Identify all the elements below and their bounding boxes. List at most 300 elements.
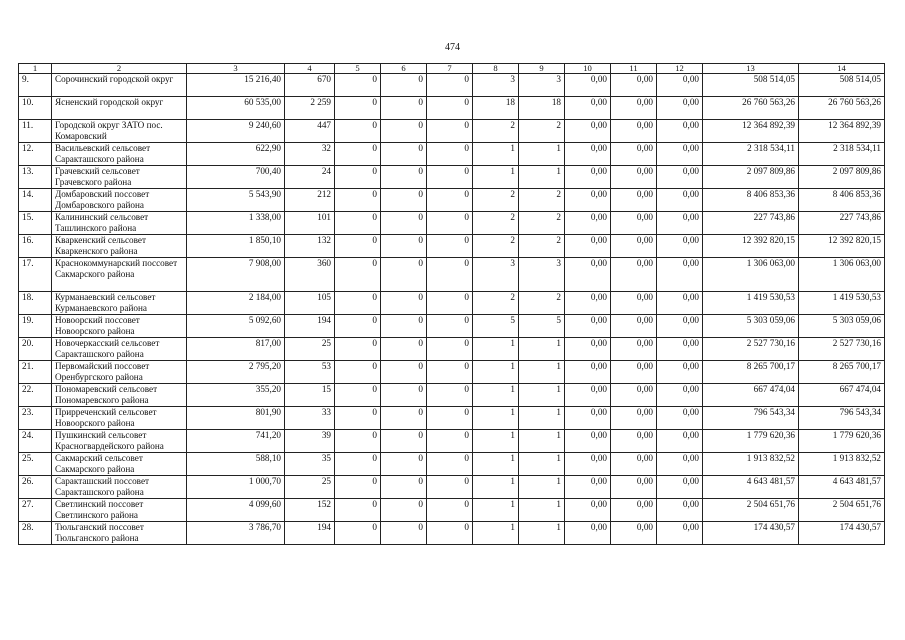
table-cell: 2 527 730,16 <box>799 338 885 361</box>
table-cell: 0,00 <box>657 384 703 407</box>
table-cell: 0,00 <box>565 430 611 453</box>
table-cell: 0,00 <box>565 453 611 476</box>
table-cell: 0 <box>381 315 427 338</box>
table-row <box>19 97 885 120</box>
row-name: Грачевский сельсовет Грачевского района <box>52 166 187 189</box>
table-cell: 2 <box>519 189 565 212</box>
table-cell: 667 474,04 <box>703 384 799 407</box>
row-name: Курманаевский сельсовет Курманаевского района <box>52 292 187 315</box>
row-index: 25. <box>19 453 52 476</box>
table-cell: 5 303 059,06 <box>799 315 885 338</box>
table-cell: 0,00 <box>565 74 611 97</box>
table-cell: 39 <box>285 430 335 453</box>
row-name: Домбаровский поссовет Домбаровского района <box>52 189 187 212</box>
table-cell: 0 <box>427 120 473 143</box>
table-cell: 508 514,05 <box>799 74 885 97</box>
row-name: Ясненский городской округ <box>52 97 187 120</box>
table-cell: 2 <box>519 120 565 143</box>
table-cell: 0 <box>427 258 473 292</box>
table-cell: 355,20 <box>187 384 285 407</box>
column-header-9: 9 <box>519 64 565 74</box>
table-cell: 3 <box>473 258 519 292</box>
table-cell: 12 392 820,15 <box>703 235 799 258</box>
row-index: 24. <box>19 430 52 453</box>
table-cell: 801,90 <box>187 407 285 430</box>
table-cell: 227 743,86 <box>703 212 799 235</box>
table-cell: 3 <box>519 258 565 292</box>
table-cell: 0 <box>427 499 473 522</box>
table-cell: 33 <box>285 407 335 430</box>
row-name: Сорочинский городской округ <box>52 74 187 97</box>
table-cell: 796 543,34 <box>799 407 885 430</box>
table-cell: 2 318 534,11 <box>703 143 799 166</box>
table-cell: 0 <box>427 74 473 97</box>
table-cell: 0,00 <box>611 235 657 258</box>
table-cell: 2 097 809,86 <box>703 166 799 189</box>
table-cell: 2 527 730,16 <box>703 338 799 361</box>
table-cell: 8 406 853,36 <box>799 189 885 212</box>
table-cell: 1 <box>473 338 519 361</box>
table-cell: 1 <box>519 499 565 522</box>
table-cell: 0 <box>381 120 427 143</box>
table-cell: 1 <box>519 522 565 545</box>
table-cell: 132 <box>285 235 335 258</box>
table-cell: 508 514,05 <box>703 74 799 97</box>
row-index: 20. <box>19 338 52 361</box>
table-cell: 0 <box>335 235 381 258</box>
table-cell: 0 <box>335 384 381 407</box>
table-cell: 0 <box>427 338 473 361</box>
table-cell: 0 <box>381 189 427 212</box>
table-cell: 2 <box>519 235 565 258</box>
table-cell: 0 <box>381 361 427 384</box>
column-header-3: 3 <box>187 64 285 74</box>
table-cell: 2 <box>473 235 519 258</box>
row-name: Васильевский сельсовет Саракташского района <box>52 143 187 166</box>
table-cell: 0,00 <box>657 499 703 522</box>
table-cell: 0 <box>335 430 381 453</box>
table-cell: 5 <box>473 315 519 338</box>
table-cell: 0 <box>427 430 473 453</box>
table-cell: 0,00 <box>565 407 611 430</box>
table-cell: 1 <box>473 499 519 522</box>
table-cell: 700,40 <box>187 166 285 189</box>
table-cell: 32 <box>285 143 335 166</box>
table-cell: 0 <box>427 189 473 212</box>
table-cell: 0 <box>381 476 427 499</box>
table-cell: 12 364 892,39 <box>703 120 799 143</box>
table-cell: 0 <box>335 74 381 97</box>
table-cell: 0 <box>427 166 473 189</box>
table-cell: 0,00 <box>565 499 611 522</box>
column-header-6: 6 <box>381 64 427 74</box>
table-cell: 0,00 <box>565 166 611 189</box>
table-cell: 0,00 <box>611 384 657 407</box>
row-index: 9. <box>19 74 52 97</box>
table-cell: 0,00 <box>611 166 657 189</box>
table-cell: 0,00 <box>611 74 657 97</box>
row-name: Саракташский поссовет Саракташского района <box>52 476 187 499</box>
table-cell: 0,00 <box>611 97 657 120</box>
table-cell: 0,00 <box>657 361 703 384</box>
table-cell: 0,00 <box>565 476 611 499</box>
row-index: 14. <box>19 189 52 212</box>
table-cell: 0 <box>335 361 381 384</box>
table-row <box>19 74 885 97</box>
table-cell: 0 <box>381 499 427 522</box>
table-cell: 0,00 <box>611 476 657 499</box>
table-row <box>19 407 885 430</box>
table-cell: 18 <box>473 97 519 120</box>
table-cell: 105 <box>285 292 335 315</box>
table-cell: 5 <box>519 315 565 338</box>
table-cell: 0 <box>335 292 381 315</box>
column-header-8: 8 <box>473 64 519 74</box>
table-cell: 0 <box>335 338 381 361</box>
table-cell: 0,00 <box>565 338 611 361</box>
table-cell: 0 <box>427 315 473 338</box>
table-row <box>19 143 885 166</box>
table-cell: 667 474,04 <box>799 384 885 407</box>
table-cell: 0,00 <box>657 120 703 143</box>
row-index: 26. <box>19 476 52 499</box>
table-cell: 0,00 <box>611 258 657 292</box>
table-cell: 0 <box>335 453 381 476</box>
row-index: 11. <box>19 120 52 143</box>
table-cell: 0,00 <box>565 361 611 384</box>
table-cell: 1 419 530,53 <box>703 292 799 315</box>
table-cell: 12 392 820,15 <box>799 235 885 258</box>
table-cell: 3 <box>519 74 565 97</box>
table-row <box>19 384 885 407</box>
table-cell: 5 303 059,06 <box>703 315 799 338</box>
row-index: 28. <box>19 522 52 545</box>
row-name: Тюльганский поссовет Тюльганского района <box>52 522 187 545</box>
table-cell: 5 092,60 <box>187 315 285 338</box>
table-cell: 0,00 <box>657 189 703 212</box>
table-cell: 0 <box>335 97 381 120</box>
table-cell: 0 <box>427 212 473 235</box>
table-cell: 2 <box>519 292 565 315</box>
row-index: 23. <box>19 407 52 430</box>
table-cell: 194 <box>285 522 335 545</box>
table-cell: 0,00 <box>611 315 657 338</box>
table-cell: 0 <box>427 407 473 430</box>
table-cell: 3 786,70 <box>187 522 285 545</box>
table-cell: 0 <box>381 430 427 453</box>
table-cell: 0,00 <box>657 315 703 338</box>
table-cell: 2 <box>473 189 519 212</box>
column-header-1: 1 <box>19 64 52 74</box>
table-cell: 1 <box>473 407 519 430</box>
table-cell: 0,00 <box>657 235 703 258</box>
column-header-13: 13 <box>703 64 799 74</box>
table-cell: 0,00 <box>611 120 657 143</box>
table-header-row <box>19 64 885 74</box>
table-cell: 1 779 620,36 <box>799 430 885 453</box>
table-cell: 0 <box>381 212 427 235</box>
table-cell: 1 <box>473 384 519 407</box>
table-cell: 0,00 <box>611 522 657 545</box>
table-cell: 0,00 <box>657 407 703 430</box>
table-row <box>19 499 885 522</box>
table-cell: 1 338,00 <box>187 212 285 235</box>
table-cell: 2 184,00 <box>187 292 285 315</box>
table-cell: 0,00 <box>611 430 657 453</box>
table-cell: 1 <box>519 338 565 361</box>
table-cell: 0,00 <box>611 338 657 361</box>
table-cell: 1 <box>473 430 519 453</box>
table-row <box>19 361 885 384</box>
table-row <box>19 120 885 143</box>
table-cell: 1 850,10 <box>187 235 285 258</box>
table-cell: 0 <box>427 97 473 120</box>
row-name: Пушкинский сельсовет Красногвардейского района <box>52 430 187 453</box>
column-header-4: 4 <box>285 64 335 74</box>
table-cell: 174 430,57 <box>703 522 799 545</box>
data-table <box>18 63 885 545</box>
table-cell: 0,00 <box>611 143 657 166</box>
table-cell: 622,90 <box>187 143 285 166</box>
row-index: 16. <box>19 235 52 258</box>
table-cell: 817,00 <box>187 338 285 361</box>
table-cell: 0,00 <box>565 212 611 235</box>
table-row <box>19 292 885 315</box>
table-cell: 0,00 <box>657 212 703 235</box>
table-cell: 0 <box>335 189 381 212</box>
table-cell: 0,00 <box>565 292 611 315</box>
column-header-5: 5 <box>335 64 381 74</box>
table-cell: 5 543,90 <box>187 189 285 212</box>
table-cell: 0 <box>335 407 381 430</box>
table-cell: 212 <box>285 189 335 212</box>
table-cell: 2 <box>473 292 519 315</box>
table-cell: 0,00 <box>565 97 611 120</box>
table-cell: 1 <box>473 476 519 499</box>
table-cell: 0 <box>381 407 427 430</box>
table-cell: 1 <box>473 143 519 166</box>
table-cell: 15 <box>285 384 335 407</box>
table-cell: 1 <box>519 166 565 189</box>
table-cell: 0 <box>335 258 381 292</box>
table-cell: 1 <box>519 453 565 476</box>
page-number: 474 <box>445 42 460 53</box>
table-cell: 0,00 <box>611 407 657 430</box>
table-cell: 0,00 <box>565 258 611 292</box>
table-cell: 0,00 <box>611 212 657 235</box>
table-cell: 0,00 <box>611 453 657 476</box>
table-cell: 3 <box>473 74 519 97</box>
row-name: Прирреченский сельсовет Новоорского района <box>52 407 187 430</box>
table-cell: 8 406 853,36 <box>703 189 799 212</box>
table-cell: 0,00 <box>565 120 611 143</box>
table-cell: 227 743,86 <box>799 212 885 235</box>
row-index: 18. <box>19 292 52 315</box>
column-header-10: 10 <box>565 64 611 74</box>
table-cell: 101 <box>285 212 335 235</box>
table-cell: 1 779 620,36 <box>703 430 799 453</box>
table-cell: 9 240,60 <box>187 120 285 143</box>
table-cell: 1 <box>473 166 519 189</box>
table-cell: 1 419 530,53 <box>799 292 885 315</box>
table-cell: 0 <box>335 476 381 499</box>
table-cell: 152 <box>285 499 335 522</box>
column-header-14: 14 <box>799 64 885 74</box>
table-cell: 53 <box>285 361 335 384</box>
table-cell: 4 099,60 <box>187 499 285 522</box>
table-cell: 1 <box>473 361 519 384</box>
table-cell: 0,00 <box>657 292 703 315</box>
table-cell: 2 318 534,11 <box>799 143 885 166</box>
table-cell: 1 <box>519 476 565 499</box>
row-index: 17. <box>19 258 52 292</box>
table-cell: 360 <box>285 258 335 292</box>
table-cell: 0 <box>381 292 427 315</box>
table-cell: 1 000,70 <box>187 476 285 499</box>
table-cell: 0 <box>335 499 381 522</box>
table-cell: 0 <box>335 315 381 338</box>
table-cell: 0,00 <box>565 235 611 258</box>
table-cell: 2 <box>473 212 519 235</box>
table-cell: 0 <box>335 212 381 235</box>
table-cell: 2 <box>473 120 519 143</box>
column-header-7: 7 <box>427 64 473 74</box>
table-row <box>19 258 885 292</box>
table-cell: 1 <box>473 522 519 545</box>
table-cell: 24 <box>285 166 335 189</box>
table-cell: 0 <box>381 453 427 476</box>
table-cell: 174 430,57 <box>799 522 885 545</box>
table-row <box>19 338 885 361</box>
table-cell: 0 <box>427 453 473 476</box>
table-cell: 0 <box>335 166 381 189</box>
table-cell: 0,00 <box>565 143 611 166</box>
table-row <box>19 522 885 545</box>
table-cell: 0,00 <box>657 97 703 120</box>
table-cell: 0 <box>381 522 427 545</box>
column-header-11: 11 <box>611 64 657 74</box>
table-cell: 25 <box>285 476 335 499</box>
row-index: 12. <box>19 143 52 166</box>
table-cell: 2 097 809,86 <box>799 166 885 189</box>
row-name: Кваркенский сельсовет Кваркенского района <box>52 235 187 258</box>
table-cell: 0 <box>427 476 473 499</box>
table-row <box>19 235 885 258</box>
table-cell: 15 216,40 <box>187 74 285 97</box>
table-cell: 2 504 651,76 <box>799 499 885 522</box>
row-index: 19. <box>19 315 52 338</box>
table-cell: 0 <box>381 143 427 166</box>
table-row <box>19 430 885 453</box>
table-cell: 0 <box>427 235 473 258</box>
table-cell: 1 913 832,52 <box>703 453 799 476</box>
table-cell: 0,00 <box>611 499 657 522</box>
table-cell: 0 <box>427 292 473 315</box>
row-name: Новоорский поссовет Новоорского района <box>52 315 187 338</box>
table-cell: 26 760 563,26 <box>703 97 799 120</box>
table-row <box>19 453 885 476</box>
table-cell: 194 <box>285 315 335 338</box>
table-cell: 4 643 481,57 <box>799 476 885 499</box>
table-cell: 2 795,20 <box>187 361 285 384</box>
table-cell: 1 306 063,00 <box>703 258 799 292</box>
row-name: Краснокоммунарский поссовет Сакмарского района <box>52 258 187 292</box>
table-cell: 0 <box>427 522 473 545</box>
row-name: Новочеркасский сельсовет Саракташского района <box>52 338 187 361</box>
table-cell: 0 <box>381 235 427 258</box>
row-name: Пономаревский сельсовет Пономаревского района <box>52 384 187 407</box>
table-cell: 447 <box>285 120 335 143</box>
table-cell: 0,00 <box>611 189 657 212</box>
table-cell: 2 504 651,76 <box>703 499 799 522</box>
table-cell: 2 259 <box>285 97 335 120</box>
table-cell: 796 543,34 <box>703 407 799 430</box>
table-cell: 0 <box>427 143 473 166</box>
table-cell: 0,00 <box>657 522 703 545</box>
table-cell: 0,00 <box>657 143 703 166</box>
table-cell: 0 <box>335 143 381 166</box>
column-header-2: 2 <box>52 64 187 74</box>
table-cell: 0 <box>381 384 427 407</box>
row-index: 10. <box>19 97 52 120</box>
table-cell: 0,00 <box>565 522 611 545</box>
table-row <box>19 476 885 499</box>
row-name: Сакмарский сельсовет Сакмарского района <box>52 453 187 476</box>
table-cell: 0,00 <box>657 74 703 97</box>
row-name: Первомайский поссовет Оренбургского района <box>52 361 187 384</box>
table-cell: 0 <box>381 258 427 292</box>
table-row <box>19 189 885 212</box>
table-cell: 0,00 <box>657 430 703 453</box>
table-cell: 0,00 <box>657 258 703 292</box>
table-cell: 0,00 <box>657 476 703 499</box>
table-row <box>19 212 885 235</box>
table-cell: 1 <box>473 453 519 476</box>
table-cell: 25 <box>285 338 335 361</box>
table-body <box>19 64 885 545</box>
row-index: 22. <box>19 384 52 407</box>
table-cell: 0,00 <box>657 166 703 189</box>
table-cell: 1 913 832,52 <box>799 453 885 476</box>
table-cell: 0 <box>335 120 381 143</box>
table-row <box>19 166 885 189</box>
table-cell: 0,00 <box>611 361 657 384</box>
table-cell: 12 364 892,39 <box>799 120 885 143</box>
table-cell: 26 760 563,26 <box>799 97 885 120</box>
table-cell: 670 <box>285 74 335 97</box>
table-cell: 0,00 <box>657 338 703 361</box>
table-cell: 1 <box>519 384 565 407</box>
row-name: Светлинский поссовет Светлинского района <box>52 499 187 522</box>
table-cell: 60 535,00 <box>187 97 285 120</box>
table-cell: 7 908,00 <box>187 258 285 292</box>
row-index: 13. <box>19 166 52 189</box>
table-cell: 0 <box>381 97 427 120</box>
table-cell: 1 <box>519 361 565 384</box>
table-cell: 588,10 <box>187 453 285 476</box>
table-cell: 0,00 <box>657 453 703 476</box>
table-cell: 35 <box>285 453 335 476</box>
table-cell: 4 643 481,57 <box>703 476 799 499</box>
table-cell: 2 <box>519 212 565 235</box>
table-cell: 1 <box>519 430 565 453</box>
table-cell: 0,00 <box>565 315 611 338</box>
column-header-12: 12 <box>657 64 703 74</box>
table-cell: 0 <box>427 361 473 384</box>
table-cell: 8 265 700,17 <box>799 361 885 384</box>
table-cell: 0,00 <box>611 292 657 315</box>
table-cell: 0 <box>381 166 427 189</box>
